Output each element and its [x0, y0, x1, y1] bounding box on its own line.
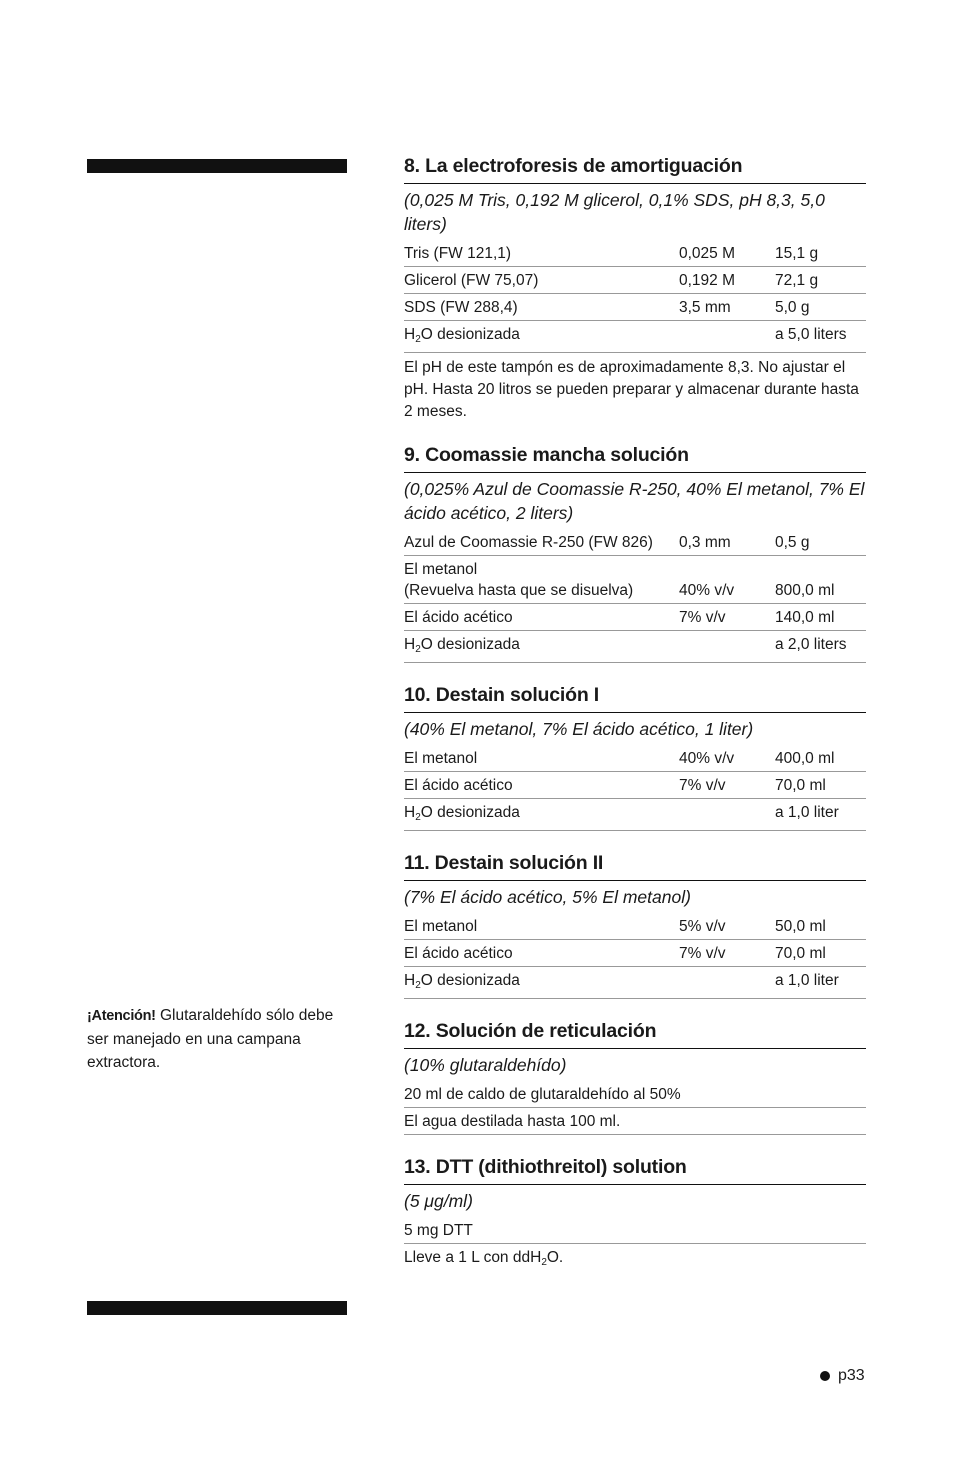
ingredient-concentration: 7% v/v [679, 609, 726, 626]
ingredient-name: El ácido acético [404, 945, 513, 962]
main-content [404, 152, 866, 1293]
ingredient-name: $H_2O$ desionizada [404, 804, 520, 823]
ingredient-concentration: 5% v/v [679, 918, 726, 935]
ingredient-amount: a 5,0 liters [775, 326, 847, 343]
attention-text: Glutaraldehído sólo debe ser manejado en una campana extractora. [87, 1007, 334, 1071]
section-note: El pH de este tampón es de aproximadamente 8,3. No ajustar el pH. Hasta 20 litros se pueden preparar y almacenar durante hasta 2 meses. [404, 359, 859, 420]
recipe-line: El agua destilada hasta 100 ml. [404, 1108, 866, 1135]
ingredient-name: El ácido acético [404, 777, 513, 794]
ingredient-concentration: 0,3 mm [679, 534, 731, 551]
ingredient-name: El metanol [404, 918, 478, 935]
ingredient-concentration [679, 634, 775, 660]
bullet-icon [820, 1371, 830, 1381]
table-row [404, 967, 866, 999]
section-title: 9. Coomassie mancha solución [404, 441, 866, 473]
section-13 [404, 1153, 866, 1275]
recipe-line: 5 mg DTT [404, 1217, 866, 1244]
ingredient-concentration [679, 970, 775, 996]
ingredient-amount: 5,0 g [775, 299, 810, 316]
table-row [404, 940, 866, 967]
ingredient-name: Glicerol (FW 75,07) [404, 272, 539, 289]
ingredient-concentration: 3,5 mm [679, 299, 731, 316]
section-9 [404, 441, 866, 663]
ingredient-name: El metanol (Revuelva hasta que se disuelva) [404, 561, 634, 599]
ingredient-amount: 50,0 ml [775, 918, 826, 935]
table-row [404, 294, 866, 321]
ingredient-concentration: 7% v/v [679, 777, 726, 794]
ingredient-amount: a 1,0 liter [775, 804, 839, 821]
ingredient-amount: 0,5 g [775, 534, 810, 551]
recipe-line: Lleve a 1 L con ddH$_2$O. [404, 1249, 564, 1268]
ingredient-name: SDS (FW 288,4) [404, 299, 518, 316]
section-title: 12. Solución de reticulación [404, 1017, 866, 1049]
ingredient-amount: 70,0 ml [775, 945, 826, 962]
section-title: 13. DTT (dithiothreitol) solution [404, 1153, 866, 1185]
table-row [404, 529, 866, 556]
section-title: 11. Destain solución II [404, 849, 866, 881]
ingredient-concentration: 40% v/v [679, 750, 735, 767]
table-row [404, 267, 866, 294]
page-number-text: p33 [838, 1367, 865, 1384]
page-number [820, 1367, 865, 1385]
ingredient-amount: 800,0 ml [775, 582, 835, 599]
ingredient-name: Azul de Coomassie R-250 (FW 826) [404, 534, 653, 551]
section-subtitle: (5 μg/ml) [404, 1191, 473, 1211]
section-8 [404, 152, 866, 423]
ingredient-concentration: 40% v/v [679, 582, 735, 599]
section-title: 10. Destain solución I [404, 681, 866, 713]
section-title: 8. La electroforesis de amortiguación [404, 152, 866, 184]
table-row [404, 604, 866, 631]
ingredient-amount: 70,0 ml [775, 777, 826, 794]
table-row [404, 799, 866, 831]
section-subtitle: (7% El ácido acético, 5% El metanol) [404, 887, 691, 907]
ingredient-amount: 140,0 ml [775, 609, 835, 626]
section-11 [404, 849, 866, 999]
table-row [404, 913, 866, 940]
ingredient-concentration [679, 324, 775, 350]
table-row [404, 556, 866, 604]
ingredient-name: El metanol [404, 750, 478, 767]
table-row [404, 745, 866, 772]
ingredient-amount: 15,1 g [775, 245, 819, 262]
section-subtitle: (0,025 M Tris, 0,192 M glicerol, 0,1% SDS, pH 8,3, 5,0 liters) [404, 190, 825, 234]
section-subtitle: (40% El metanol, 7% El ácido acético, 1 liter) [404, 719, 754, 739]
ingredient-amount: 72,1 g [775, 272, 819, 289]
ingredient-amount: 400,0 ml [775, 750, 835, 767]
ingredient-concentration: 0,025 M [679, 245, 736, 262]
table-row [404, 240, 866, 267]
table-row [404, 321, 866, 353]
ingredient-name: Tris (FW 121,1) [404, 245, 512, 262]
ingredient-name: $H_2O$ desionizada [404, 326, 520, 345]
recipe-line: 20 ml de caldo de glutaraldehído al 50% [404, 1081, 866, 1108]
section-subtitle: (0,025% Azul de Coomassie R-250, 40% El metanol, 7% El ácido acético, 2 liters) [404, 479, 865, 523]
ingredient-amount: a 2,0 liters [775, 636, 847, 653]
section-12 [404, 1017, 866, 1135]
ingredient-name: El ácido acético [404, 609, 513, 626]
ingredient-concentration: 7% v/v [679, 945, 726, 962]
attention-note [87, 1004, 337, 1074]
section-subtitle: (10% glutaraldehído) [404, 1055, 567, 1075]
ingredient-name: $H_2O$ desionizada [404, 972, 520, 991]
table-row [404, 631, 866, 663]
table-row [404, 772, 866, 799]
ingredient-concentration [679, 802, 775, 828]
attention-label: ¡Atención! [87, 1008, 156, 1024]
ingredient-amount: a 1,0 liter [775, 972, 839, 989]
ingredient-name: $H_2O$ desionizada [404, 636, 520, 655]
top-decorative-bar [87, 159, 347, 173]
section-10 [404, 681, 866, 831]
bottom-decorative-bar [87, 1301, 347, 1315]
ingredient-concentration: 0,192 M [679, 272, 736, 289]
